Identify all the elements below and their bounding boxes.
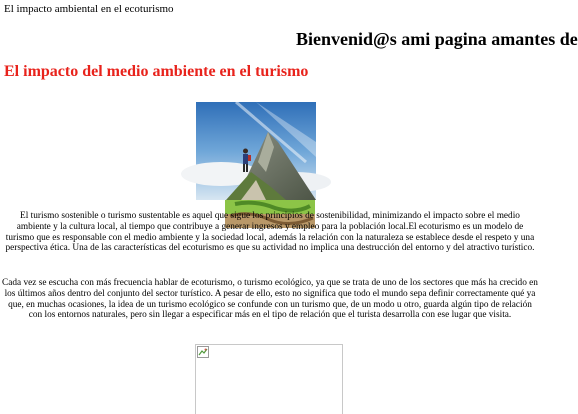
broken-image-icon [197,346,209,358]
welcome-text: Bienvenid@s ami pagina amantes de [296,29,578,49]
broken-image [195,344,343,414]
article-paragraph-1: El turismo sostenible o turismo sustentable es aquel que sigue los principios de sostenibilidad, minimizando el impacto sobre el medio ambiente y la cultura local, al tiempo que contribuye a generar ingresos y empleo para la población local.El ecoturismo es un modelo de turismo que es responsable con el medio ambiente y la sociedad local, además la relación con la naturaleza se establece desde el respeto y una perspectiva ética. Una de las características del ecoturismo es que su actividad no implica una destrucción del entorno y del atractivo turístico. [5,211,535,254]
page-title-text: El impacto ambiental en el ecoturismo [4,3,174,15]
article-paragraph-2: Cada vez se escucha con más frecuencia hablar de ecoturismo, o turismo ecológico, ya que se trata de uno de los sectores que más ha crecido en los últimos años dentro del conjunto del sector turístico. A pesar de ello, esto no significa que todo el mundo sepa definir correctamente qué ya que, en muchas ocasiones, la idea de un turismo ecológico se confunde con un turismo que, de un modo u otro, guarda algún tipo de relación con los entornos naturales, pero sin llegar a especificar más en el tipo de relación que el turista desarrolla con ese lugar que visita. [2,278,538,321]
welcome-marquee [0,28,578,52]
mountain-hiker-image [196,102,316,200]
article-heading: El impacto del medio ambiente en el turismo [4,63,309,80]
